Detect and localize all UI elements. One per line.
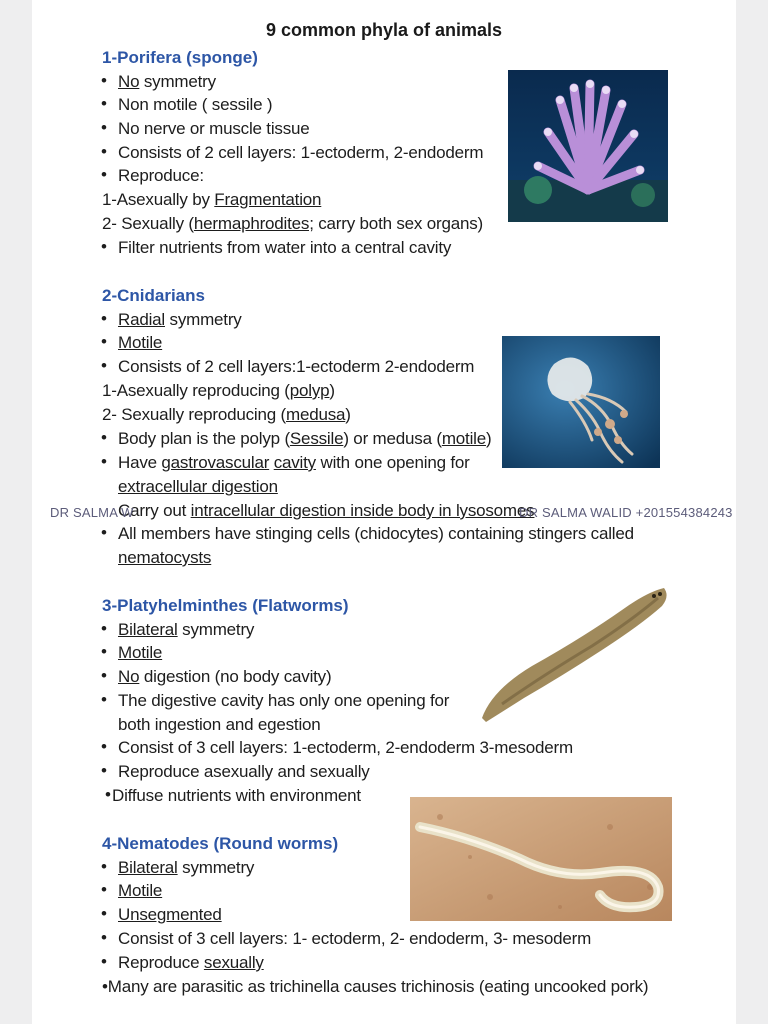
porifera-line-2: • Non motile ( sessile ) <box>118 95 272 115</box>
cnidarians-line-1: • Radial symmetry <box>118 310 242 330</box>
nematodes-line-4: • Consist of 3 cell layers: 1- ectoderm, 2- endoderm, 3- mesoderm <box>118 929 591 949</box>
flatworm-photo <box>472 580 672 725</box>
cnidarians-line-5: 2- Sexually reproducing (medusa) <box>102 405 351 424</box>
cnidarians-heading: 2-Cnidarians <box>102 286 205 305</box>
platyhelminthes-line-1: • Bilateral symmetry <box>118 620 254 640</box>
cnidarians-line-9: Carry out intracellular digestion inside body in lysosomes <box>118 501 535 520</box>
platyhelminthes-line-7: • Reproduce asexually and sexually <box>118 762 370 782</box>
document-page <box>32 0 736 1024</box>
sponge-photo <box>508 70 668 222</box>
cnidarians-line-4: 1-Asexually reproducing (polyp) <box>102 381 335 400</box>
nematodes-line-3: • Unsegmented <box>118 905 222 925</box>
porifera-line-5: • Reproduce: <box>118 166 204 186</box>
cnidarians-line-6: • Body plan is the polyp (Sessile) or medusa (motile) <box>118 429 491 449</box>
porifera-line-7: 2- Sexually (hermaphrodites; carry both sex organs) <box>102 214 483 233</box>
porifera-line-6: 1-Asexually by Fragmentation <box>102 190 322 209</box>
platyhelminthes-line-4: • The digestive cavity has only one opening for <box>118 691 449 711</box>
cnidarians-line-2: • Motile <box>118 333 162 353</box>
nematodes-line-6: •Many are parasitic as trichinella causes trichinosis (eating uncooked pork) <box>102 977 649 996</box>
page-title: 9 common phyla of animals <box>265 20 503 40</box>
porifera-line-4: • Consists of 2 cell layers: 1-ectoderm, 2-endoderm <box>118 143 483 163</box>
cnidarians-line-10: • All members have stinging cells (chidocytes) containing stingers called <box>118 524 634 544</box>
cnidarians-line-8: extracellular digestion <box>118 477 278 496</box>
watermark-left: DR SALMA W <box>50 505 134 520</box>
platyhelminthes-line-3: • No digestion (no body cavity) <box>118 667 331 687</box>
nematodes-line-5: • Reproduce sexually <box>118 953 264 973</box>
nematodes-line-2: • Motile <box>118 881 162 901</box>
platyhelminthes-line-6: • Consist of 3 cell layers: 1-ectoderm, 2-endoderm 3-mesoderm <box>118 738 573 758</box>
platyhelminthes-line-5: both ingestion and egestion <box>118 715 321 734</box>
platyhelminthes-heading: 3-Platyhelminthes (Flatworms) <box>102 596 349 615</box>
jellyfish-photo <box>502 336 660 468</box>
porifera-line-1: • No symmetry <box>118 72 216 92</box>
roundworm-photo <box>410 797 672 921</box>
cnidarians-line-7: • Have gastrovascular cavity with one opening for <box>118 453 470 473</box>
platyhelminthes-line-2: • Motile <box>118 643 162 663</box>
cnidarians-line-11: nematocysts <box>118 548 212 567</box>
nematodes-heading: 4-Nematodes (Round worms) <box>102 834 339 853</box>
porifera-line-8: • Filter nutrients from water into a central cavity <box>118 238 451 258</box>
nematodes-line-1: • Bilateral symmetry <box>118 858 254 878</box>
porifera-heading: 1-Porifera (sponge) <box>102 48 258 67</box>
watermark-right: DR SALMA WALID +201554384243 <box>519 505 733 520</box>
cnidarians-line-3: • Consists of 2 cell layers:1-ectoderm 2-endoderm <box>118 357 474 377</box>
platyhelminthes-line-8: • Diffuse nutrients with environment <box>112 786 361 806</box>
porifera-line-3: • No nerve or muscle tissue <box>118 119 310 139</box>
